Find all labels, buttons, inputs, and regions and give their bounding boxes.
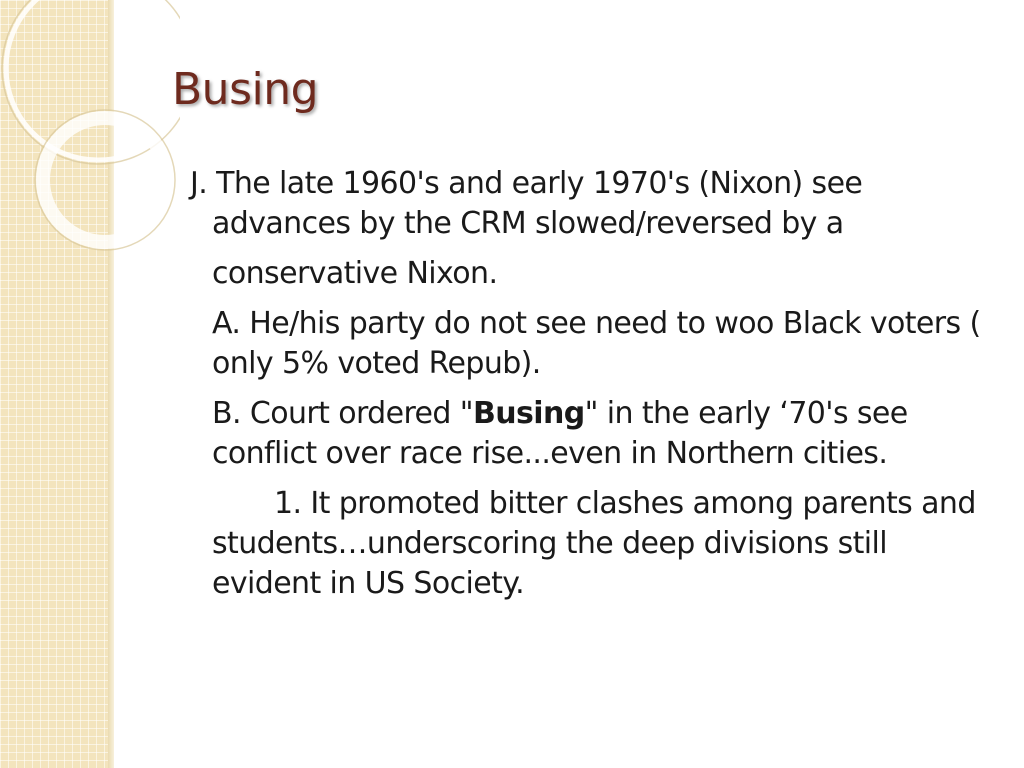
point-b-bold-term: Busing xyxy=(472,396,585,431)
point-a xyxy=(190,304,1000,384)
point-1 xyxy=(190,484,1000,604)
point-b xyxy=(190,394,1000,474)
slide-body xyxy=(190,164,1000,604)
ring-lower-shade xyxy=(35,110,175,250)
point-j-text-cont: conservative Nixon. xyxy=(212,256,498,291)
ring-lower xyxy=(43,118,167,242)
point-j xyxy=(190,164,1000,294)
point-a-text: A. He/his party do not see need to woo Black voters ( only 5% voted Repub). xyxy=(212,306,981,381)
slide-title: Busing xyxy=(172,64,319,115)
decorative-rings xyxy=(0,0,180,300)
point-j-text: J. The late 1960's and early 1970's (Nixon) see advances by the CRM slowed/reversed by a xyxy=(190,166,863,241)
point-b-text-pre: B. Court ordered " xyxy=(212,396,473,431)
point-b-text-post: " in the early ‘70's see conflict over race rise...even in Northern cities. xyxy=(212,396,908,471)
point-1-text: 1. It promoted bitter clashes among parents and students…underscoring the deep divisions still evident in US Society. xyxy=(212,486,976,601)
